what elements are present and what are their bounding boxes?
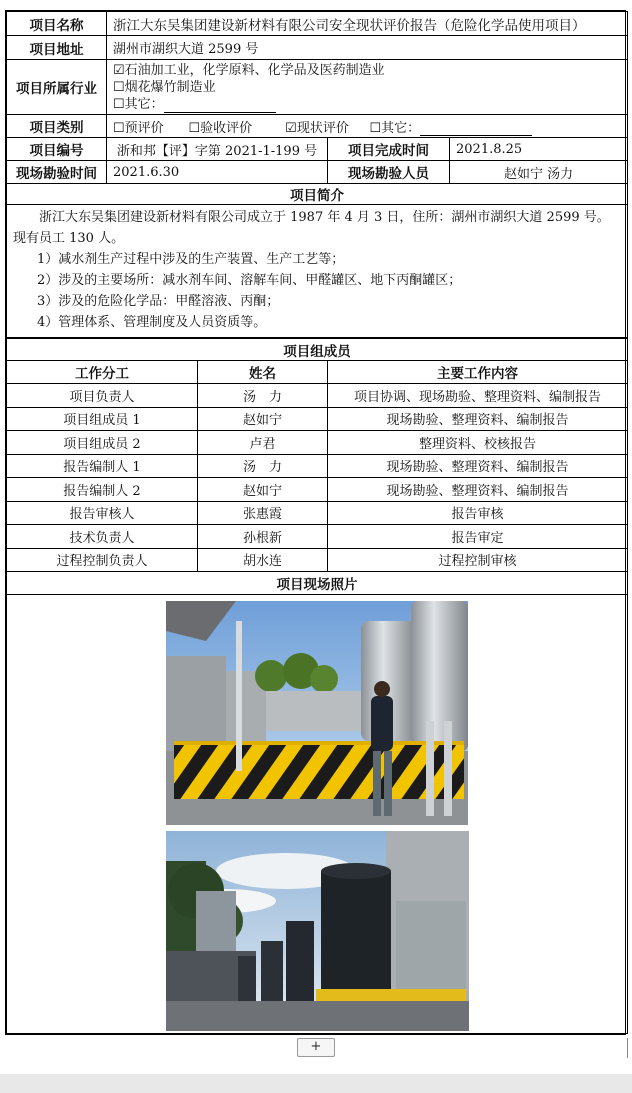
member-work: 项目协调、现场勘验、整理资料、编制报告 (328, 384, 628, 408)
intro-title: 项目简介 (7, 184, 628, 205)
members-col-work: 主要工作内容 (328, 361, 628, 384)
intro-item-4: 4）管理体系、管理制度及人员资质等。 (37, 315, 267, 330)
member-role: 项目组成员 2 (7, 431, 198, 455)
industry-label: 项目所属行业 (7, 60, 107, 115)
industry-options (107, 60, 628, 115)
members-title: 项目组成员 (7, 339, 628, 361)
industry-option-petro: ☑石油加工业，化学原料、化学品及医药制造业 (113, 62, 385, 78)
intro-item-1: 1）减水剂生产过程中涉及的生产装置、生产工艺等； (37, 252, 345, 267)
table-row (7, 478, 628, 502)
site-photo-2 (166, 831, 469, 1031)
member-work: 报告审核 (328, 501, 628, 525)
members-table (6, 338, 628, 1034)
table-row (7, 407, 628, 431)
table-row (7, 454, 628, 478)
complete-time-label: 项目完成时间 (328, 138, 450, 161)
project-info-table (6, 11, 628, 338)
project-name-value: 浙江大东吴集团建设新材料有限公司安全现状评价报告（危险化学品使用项目） (107, 12, 628, 36)
member-work: 整理资料、校核报告 (328, 431, 628, 455)
member-work: 现场勘验、整理资料、编制报告 (328, 478, 628, 502)
intro-paragraph: 浙江大东吴集团建设新材料有限公司成立于 1987 年 4 月 3 日，住所：湖州市湖织大道 2599 号。现有员工 130 人。 (13, 210, 610, 246)
table-row (7, 431, 628, 455)
intro-item-2: 2）涉及的主要场所：减水剂车间、溶解车间、甲醛罐区、地下丙酮罐区； (37, 273, 462, 288)
bottom-bar (0, 1074, 632, 1093)
site-photo-1-image (166, 601, 468, 825)
member-name: 孙根新 (198, 525, 328, 549)
project-number-label: 项目编号 (7, 138, 107, 161)
member-role: 项目组成员 1 (7, 407, 198, 431)
category-label: 项目类别 (7, 115, 107, 138)
survey-time-label: 现场勘验时间 (7, 161, 107, 184)
photos-cell (7, 595, 628, 1034)
category-option-pre: ☐预评价 (113, 120, 164, 136)
surveyors-label: 现场勘验人员 (328, 161, 450, 184)
table-row (7, 384, 628, 408)
category-option-other: ☐其它： (369, 120, 421, 136)
member-role: 项目负责人 (7, 384, 198, 408)
member-role: 技术负责人 (7, 525, 198, 549)
survey-time-value: 2021.6.30 (107, 161, 328, 184)
category-option-current: ☑现状评价 (285, 120, 349, 136)
member-role: 报告编制人 1 (7, 454, 198, 478)
divider (627, 1038, 628, 1058)
project-address-value: 湖州市湖织大道 2599 号 (107, 36, 628, 60)
add-button[interactable]: + (297, 1038, 335, 1057)
intro-body (7, 205, 628, 338)
project-name-label: 项目名称 (7, 12, 107, 36)
member-work: 过程控制审核 (328, 548, 628, 572)
photos-title: 项目现场照片 (7, 572, 628, 595)
category-option-acceptance: ☐验收评价 (188, 120, 253, 136)
member-role: 报告编制人 2 (7, 478, 198, 502)
members-col-role: 工作分工 (7, 361, 198, 384)
report-sheet (5, 10, 626, 1035)
member-name: 汤 力 (198, 454, 328, 478)
project-address-label: 项目地址 (7, 36, 107, 60)
site-photo-2-image (166, 831, 469, 1031)
table-row (7, 548, 628, 572)
project-number-value: 浙和邦【评】字第 2021-1-199 号 (107, 138, 328, 161)
surveyors-value: 赵如宁 汤力 (450, 161, 628, 184)
member-work: 现场勘验、整理资料、编制报告 (328, 407, 628, 431)
member-name: 汤 力 (198, 384, 328, 408)
member-name: 卢君 (198, 431, 328, 455)
member-name: 赵如宁 (198, 478, 328, 502)
industry-option-other: ☐其它： (113, 96, 621, 113)
table-row (7, 525, 628, 549)
complete-time-value: 2021.8.25 (450, 138, 628, 161)
member-work: 报告审定 (328, 525, 628, 549)
member-role: 过程控制负责人 (7, 548, 198, 572)
site-photo-1 (166, 601, 468, 825)
category-options (107, 115, 628, 138)
member-role: 报告审核人 (7, 501, 198, 525)
member-name: 赵如宁 (198, 407, 328, 431)
intro-item-3: 3）涉及的危险化学品：甲醛溶液、丙酮； (37, 294, 280, 309)
table-row (7, 501, 628, 525)
members-col-name: 姓名 (198, 361, 328, 384)
industry-option-fireworks: ☐烟花爆竹制造业 (113, 79, 216, 95)
member-name: 胡水连 (198, 548, 328, 572)
member-name: 张惠霞 (198, 501, 328, 525)
member-work: 现场勘验、整理资料、编制报告 (328, 454, 628, 478)
